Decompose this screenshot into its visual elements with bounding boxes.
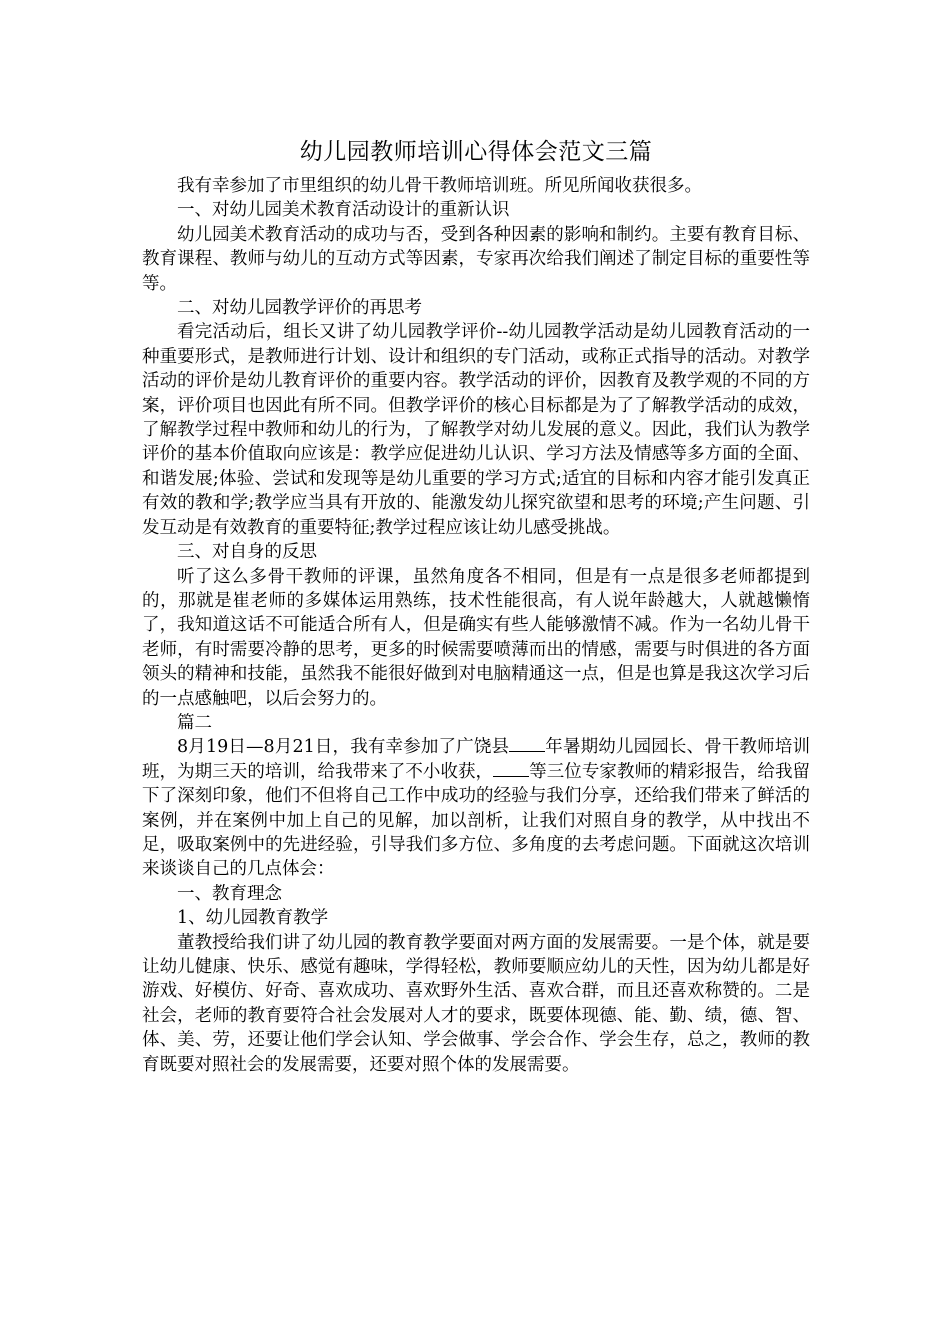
paragraph-text: 年暑期幼儿园园长、骨干教师培训班，为期三天的培训，给我带来了不小收获， [142, 737, 810, 782]
section-heading: 一、教育理念 [177, 883, 282, 904]
document-title: 幼儿园教师培训心得体会范文三篇 [299, 139, 653, 165]
paragraph-text: 8月19日—8月21日，我有幸参加了广饶县 [177, 737, 510, 758]
section-heading: 二、对幼儿园教学评价的再思考 [177, 298, 422, 319]
document-page [142, 134, 810, 1077]
part-heading: 篇二 [177, 712, 212, 733]
paragraph: 听了这么多骨干教师的评课，虽然角度各不相同，但是有一点是很多老师都提到的，那就是崔老师的多媒体运用熟练，技术性能很高，有人说年龄越大，人就越懒惰了，我知道这话不可能适合所有人，但是确实有些人能够激情不减。作为一名幼儿骨干老师，有时需要冷静的思考，更多的时候需要喷薄而出的情感，需要与时俱进的各方面领头的精神和技能，虽然我不能很好做到对电脑精通这一点，但是也算是我这次学习后的一点感触吧，以后会努力的。 [142, 566, 810, 709]
subsection-heading: 1、幼儿园教育教学 [177, 908, 329, 929]
blank-underline [493, 760, 529, 777]
paragraph: 董教授给我们讲了幼儿园的教育教学要面对两方面的发展需要。一是个体，就是要让幼儿健康、快乐、感觉有趣味，学得轻松，教师要顺应幼儿的天性，因为幼儿都是好游戏、好模仿、好奇、喜欢成功、喜欢野外生活、喜欢合群，而且还喜欢称赞的。二是社会，老师的教育要符合社会发展对人才的要求，既要体现德、能、勤、绩，德、智、体、美、劳，还要让他们学会认知、学会做事、学会合作、学会生存，总之，教师的教育既要对照社会的发展需要，还要对照个体的发展需要。 [142, 932, 810, 1075]
blank-underline [509, 735, 545, 752]
paragraph [142, 735, 810, 881]
paragraph: 看完活动后，组长又讲了幼儿园教学评价--幼儿园教学活动是幼儿园教育活动的一种重要形式，是教师进行计划、设计和组织的专门活动，或称正式指导的活动。对教学活动的评价是幼儿教育评价的重要内容。教学活动的评价，因教育及教学观的不同的方案，评价项目也因此有所不同。但教学评价的核心目标都是为了了解教学活动的成效，了解教学过程中教师和幼儿的行为，了解教学对幼儿发展的意义。因此，我们认为教学评价的基本价值取向应该是：教学应促进幼儿认识、学习方法及情感等多方面的全面、和谐发展;体验、尝试和发现等是幼儿重要的学习方式;适宜的目标和内容才能引发真正有效的教和学;教学应当具有开放的、能激发幼儿探究欲望和思考的环境;产生问题、引发互动是有效教育的重要特征;教学过程应该让幼儿感受挑战。 [142, 322, 810, 538]
paragraph: 我有幸参加了市里组织的幼儿骨干教师培训班。所见所闻收获很多。 [177, 176, 702, 196]
section-heading: 一、对幼儿园美术教育活动设计的重新认识 [177, 200, 510, 221]
paragraph-text: 等三位专家教师的精彩报告，给我留下了深刻印象，他们不但将自己工作中成功的经验与我们分享，还给我们带来了鲜活的案例，并在案例中加上自己的见解，加以剖析，让我们对照自身的教学，从中找出不足，吸取案例中的先进经验，引导我们多方位、多角度的去考虑问题。下面就这次培训来谈谈自己的几点体会： [142, 761, 810, 880]
section-heading: 三、对自身的反思 [177, 542, 317, 563]
paragraph: 幼儿园美术教育活动的成功与否，受到各种因素的影响和制约。主要有教育目标、教育课程、教师与幼儿的互动方式等因素，专家再次给我们阐述了制定目标的重要性等等。 [142, 224, 810, 294]
